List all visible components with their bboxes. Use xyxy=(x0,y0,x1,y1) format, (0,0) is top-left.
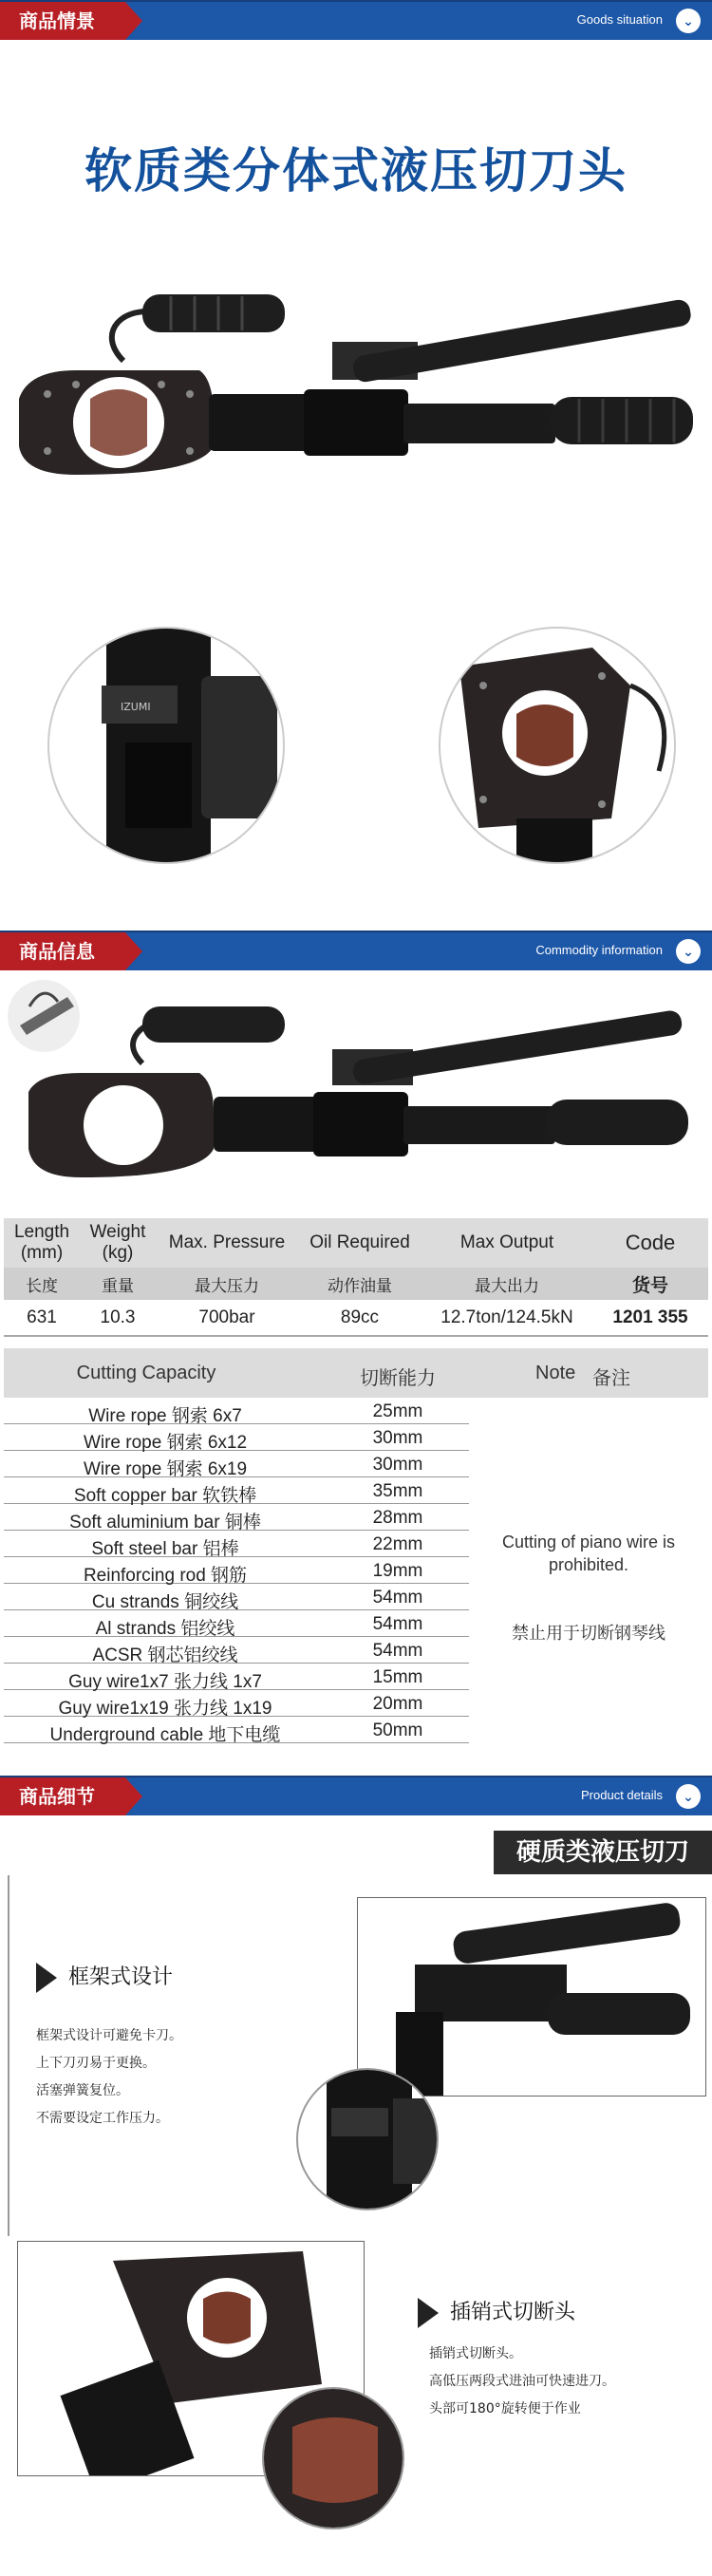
capacity-name: Wire rope 钢索 6x19 xyxy=(83,1459,248,1479)
section-tag: 商品信息 xyxy=(0,932,125,970)
spec-header: Weight (kg) xyxy=(80,1218,156,1268)
triangle-icon xyxy=(36,1963,57,1993)
capacity-header-en: Cutting Capacity xyxy=(76,1363,216,1383)
divider xyxy=(8,1875,9,2236)
feature1-title-text: 框架式设计 xyxy=(68,1965,174,1989)
spec-value: 12.7ton/124.5kN xyxy=(422,1300,592,1336)
capacity-name: ACSR 钢芯铝绞线 xyxy=(92,1645,238,1665)
spec-table xyxy=(4,1218,708,1337)
capacity-value: 54mm xyxy=(372,1614,423,1634)
section-bar-details xyxy=(0,1776,712,1815)
capacity-row xyxy=(4,1690,469,1717)
capacity-name: Cu strands 铜绞线 xyxy=(91,1592,239,1612)
capacity-row xyxy=(4,1477,469,1504)
capacity-value: 20mm xyxy=(372,1694,423,1714)
capacity-row xyxy=(4,1398,469,1424)
capacity-name: Wire rope 钢索 6x7 xyxy=(88,1406,242,1426)
capacity-row xyxy=(4,1424,469,1451)
feature2-title xyxy=(418,2296,575,2328)
capacity-row xyxy=(4,1664,469,1690)
spec-value: 89cc xyxy=(298,1300,422,1336)
spec-value-row xyxy=(4,1300,708,1336)
capacity-name: Soft copper bar 软铁棒 xyxy=(73,1486,257,1506)
section-subtitle: Goods situation xyxy=(576,12,663,27)
capacity-header xyxy=(4,1348,708,1398)
note-header-en: Note xyxy=(535,1363,576,1383)
closeup-body-image xyxy=(47,627,285,864)
spec-header-row-en xyxy=(4,1218,708,1268)
feature2-closeup xyxy=(262,2387,404,2529)
capacity-value: 15mm xyxy=(372,1667,423,1687)
section-bar-goods xyxy=(0,0,712,40)
capacity-name: Al strands 铝绞线 xyxy=(95,1619,235,1639)
capacity-value: 50mm xyxy=(372,1720,423,1740)
note-header-cn: 备注 xyxy=(592,1368,630,1389)
closeup-head-image xyxy=(439,627,676,864)
capacity-row xyxy=(4,1531,469,1557)
product-hero-image xyxy=(19,275,703,541)
capacity-name: Guy wire1x7 张力线 1x7 xyxy=(68,1672,262,1692)
spec-header-row-cn xyxy=(4,1268,708,1300)
capacity-name: Soft steel bar 铝棒 xyxy=(91,1539,239,1559)
spec-value: 1201 355 xyxy=(592,1300,708,1336)
section-subtitle: Product details xyxy=(581,1788,663,1802)
capacity-name: Soft aluminium bar 铜棒 xyxy=(69,1513,261,1532)
spec-value: 10.3 xyxy=(80,1300,156,1336)
spec-value: 631 xyxy=(4,1300,80,1336)
capacity-value: 28mm xyxy=(372,1508,423,1528)
spec-header: Max. Pressure xyxy=(156,1218,298,1268)
feature1-line: 上下刀刃易于更换。 xyxy=(36,2056,156,2071)
capacity-value: 22mm xyxy=(372,1534,423,1554)
chevron-down-icon[interactable]: ⌄ xyxy=(676,9,701,33)
capacity-value: 54mm xyxy=(372,1641,423,1661)
capacity-name: Reinforcing rod 钢筋 xyxy=(83,1566,248,1586)
capacity-value: 54mm xyxy=(372,1588,423,1608)
section-tag: 商品细节 xyxy=(0,1777,125,1815)
svg-text:IZUMI: IZUMI xyxy=(121,701,151,713)
capacity-value: 30mm xyxy=(372,1455,423,1475)
capacity-value: 35mm xyxy=(372,1481,423,1501)
capacity-row xyxy=(4,1504,469,1531)
spec-header: Oil Required xyxy=(298,1218,422,1268)
feature1-line: 不需要设定工作压力。 xyxy=(36,2111,169,2126)
note-cn: 禁止用于切断钢琴线 xyxy=(512,1624,665,1643)
capacity-name: Underground cable 地下电缆 xyxy=(49,1725,281,1745)
feature1-line: 活塞弹簧复位。 xyxy=(36,2083,129,2098)
page-title: 软质类分体式液压切刀头 xyxy=(84,143,628,198)
spec-header-cn: 货号 xyxy=(592,1268,708,1300)
spec-header-cn: 最大压力 xyxy=(156,1268,298,1300)
capacity-name: Guy wire1x19 张力线 1x19 xyxy=(58,1699,272,1719)
feature2-line: 头部可180°旋转便于作业 xyxy=(429,2401,581,2416)
capacity-row xyxy=(4,1584,469,1610)
capacity-row xyxy=(4,1637,469,1664)
capacity-value: 19mm xyxy=(372,1561,423,1581)
product-info-image xyxy=(28,987,693,1215)
chevron-down-icon[interactable]: ⌄ xyxy=(676,1784,701,1809)
spec-header: Code xyxy=(592,1218,708,1268)
section-bar-commodity xyxy=(0,931,712,970)
spec-header-cn: 最大出力 xyxy=(422,1268,592,1300)
section-subtitle: Commodity information xyxy=(535,943,663,957)
note-en: Cutting of piano wire is prohibited. xyxy=(501,1532,676,1574)
spec-header: Length (mm) xyxy=(4,1218,80,1268)
feature1-image-frame xyxy=(357,1897,706,2097)
capacity-row xyxy=(4,1717,469,1743)
section-tag: 商品情景 xyxy=(0,2,125,40)
spec-header-cn: 重量 xyxy=(80,1268,156,1300)
triangle-icon xyxy=(418,2298,439,2328)
capacity-row xyxy=(4,1451,469,1477)
capacity-row xyxy=(4,1610,469,1637)
spec-header: Max Output xyxy=(422,1218,592,1268)
capacity-header-cn: 切断能力 xyxy=(360,1368,436,1389)
feature1-title xyxy=(36,1961,173,1993)
spec-header-cn: 动作油量 xyxy=(298,1268,422,1300)
spec-header-cn: 长度 xyxy=(4,1268,80,1300)
capacity-name: Wire rope 钢索 6x12 xyxy=(83,1433,248,1453)
feature2-line: 插销式切断头。 xyxy=(429,2346,522,2361)
feature2-title-text: 插销式切断头 xyxy=(450,2301,576,2324)
capacity-value: 30mm xyxy=(372,1428,423,1448)
feature1-line: 框架式设计可避免卡刀。 xyxy=(36,2028,182,2043)
detail-badge: 硬质类液压切刀 xyxy=(494,1831,712,1874)
feature2-line: 高低压两段式进油可快速进刀。 xyxy=(429,2374,615,2389)
spec-value: 700bar xyxy=(156,1300,298,1336)
chevron-down-icon[interactable]: ⌄ xyxy=(676,939,701,964)
feature1-closeup xyxy=(296,2068,439,2210)
capacity-value: 25mm xyxy=(372,1401,423,1421)
capacity-row xyxy=(4,1557,469,1584)
